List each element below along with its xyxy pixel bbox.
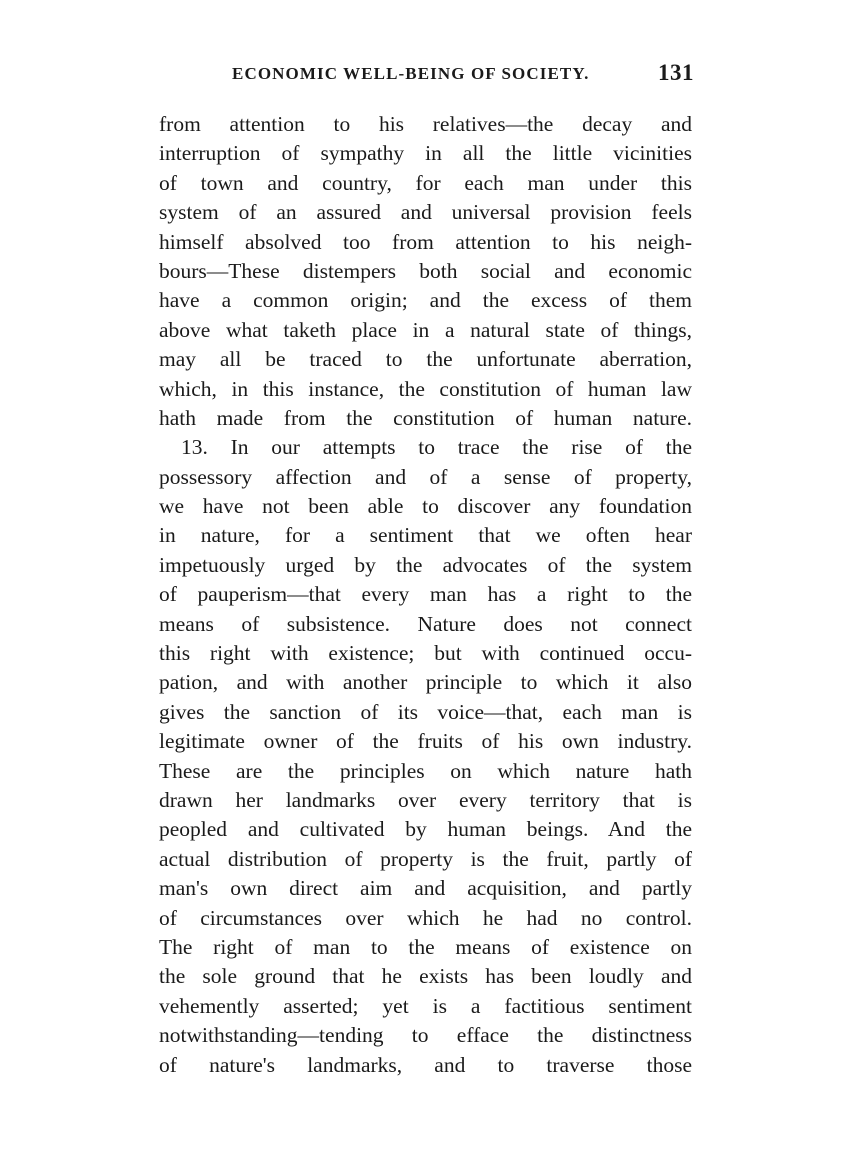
text-line: of town and country, for each man under this (159, 170, 692, 195)
text-line: of nature's landmarks, and to traverse those (159, 1052, 692, 1077)
text-line: may all be traced to the unfortunate aberration, (159, 347, 692, 372)
page-header (232, 60, 694, 92)
text-line: actual distribution of property is the fruit, partly of (159, 846, 692, 871)
text-line: vehemently asserted; yet is a factitious sentiment (159, 993, 692, 1018)
text-line: hath made from the constitution of human nature. (159, 405, 692, 430)
text-line: drawn her landmarks over every territory that is (159, 787, 692, 812)
text-line: of circumstances over which he had no control. (159, 905, 692, 930)
text-line: impetuously urged by the advocates of the system (159, 552, 692, 577)
text-line: pation, and with another principle to which it also (159, 670, 692, 695)
text-line: system of an assured and universal provision feels (159, 200, 692, 225)
paragraph-start-line: 13. In our attempts to trace the rise of the (181, 435, 692, 460)
text-line: means of subsistence. Nature does not connect (159, 611, 692, 636)
text-line: legitimate owner of the fruits of his own industry. (159, 729, 692, 754)
text-line: possessory affection and of a sense of property, (159, 464, 692, 489)
text-line: the sole ground that he exists has been loudly and (159, 964, 692, 989)
page-number: 131 (658, 60, 694, 85)
text-line: in nature, for a sentiment that we often hear (159, 523, 692, 548)
running-head: ECONOMIC WELL-BEING OF SOCIETY. (232, 64, 590, 83)
text-line: gives the sanction of its voice—that, each man is (159, 699, 692, 724)
text-line: this right with existence; but with continued occu- (159, 641, 692, 666)
text-line: we have not been able to discover any foundation (159, 494, 692, 519)
text-line: These are the principles on which nature hath (159, 758, 692, 783)
text-line: have a common origin; and the excess of them (159, 288, 692, 313)
text-line: bours—These distempers both social and economic (159, 258, 692, 283)
text-line: which, in this instance, the constitution of human law (159, 376, 692, 401)
text-line: notwithstanding—tending to efface the distinctness (159, 1023, 692, 1048)
body-text (159, 110, 692, 1080)
text-line: himself absolved too from attention to his neigh- (159, 229, 692, 254)
text-line: of pauperism—that every man has a right to the (159, 582, 692, 607)
text-line: The right of man to the means of existence on (159, 934, 692, 959)
text-line: above what taketh place in a natural state of things, (159, 317, 692, 342)
text-line: interruption of sympathy in all the little vicinities (159, 141, 692, 166)
text-line: peopled and cultivated by human beings. And the (159, 817, 692, 842)
text-line: from attention to his relatives—the decay and (159, 112, 692, 136)
text-line: man's own direct aim and acquisition, and partly (159, 876, 692, 901)
